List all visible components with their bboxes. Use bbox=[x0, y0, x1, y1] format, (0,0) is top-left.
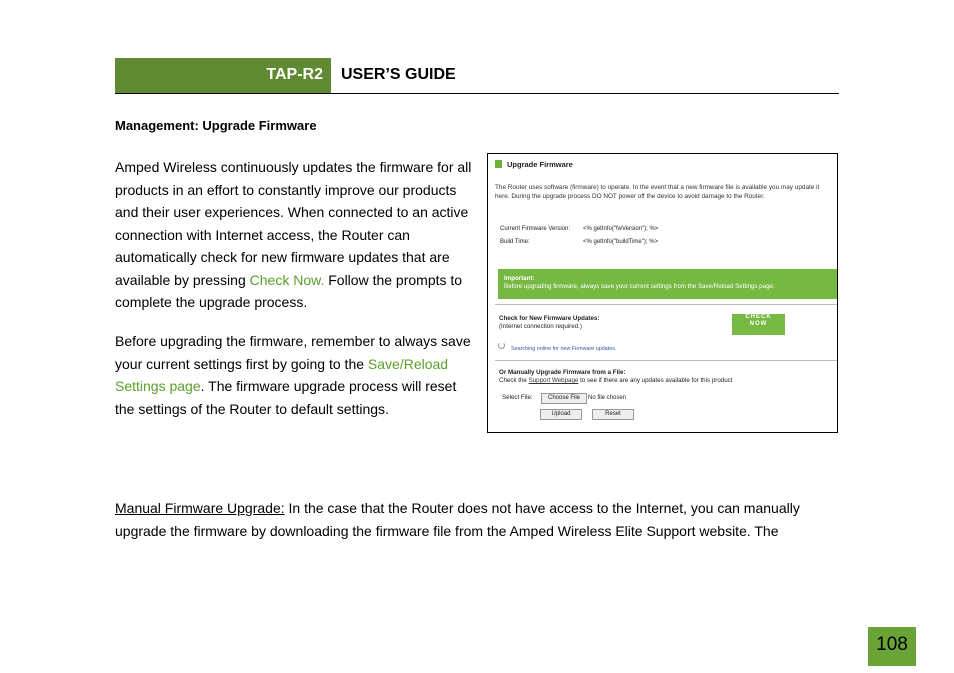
support-webpage-link[interactable]: Support Webpage bbox=[528, 377, 579, 384]
firmware-screenshot bbox=[487, 153, 838, 433]
paragraph-backup bbox=[115, 330, 475, 420]
important-banner bbox=[498, 269, 837, 299]
product-name: TAP-R2 bbox=[266, 66, 323, 83]
version-label: Current Firmware Version: bbox=[500, 226, 571, 232]
paragraph-manual bbox=[115, 497, 840, 542]
important-text: Before upgrading firmware, always save your current settings from the Save/Reload Settings page. bbox=[504, 283, 775, 290]
save-reload-link[interactable]: Save/Reload Settings page bbox=[115, 355, 449, 394]
manual-upgrade-label: Manual Firmware Upgrade: bbox=[115, 500, 285, 516]
backup-after: . The firmware upgrade process will reset the settings of the Router to default settings. bbox=[115, 378, 457, 417]
check-btn-line1: CHECK bbox=[745, 314, 772, 320]
paragraph-intro bbox=[115, 156, 475, 314]
select-file-label: Select File: bbox=[502, 394, 533, 401]
choose-file-button[interactable]: Choose File bbox=[541, 393, 587, 404]
header-divider bbox=[115, 93, 839, 94]
shot-description: The Router uses software (firmware) to operate. In the event that a new firmware file is available you may update it here. During the upgrade process DO NOT power off the device to avoid damage to the Router. bbox=[495, 184, 820, 200]
check-btn-line2: NOW bbox=[749, 321, 768, 327]
check-title: Check for New Firmware Updates: bbox=[499, 315, 600, 322]
intro-text: Amped Wireless continuously updates the firmware for all products in an effort to constantly improve our products and their user experiences. When connected to an active connection with Internet access, the Router can automatically check for new firmware updates that are available by pressing bbox=[115, 159, 472, 288]
version-value: <% getInfo("fwVersion"); %> bbox=[583, 226, 659, 232]
manual-after: to see if there are any updates available for this product bbox=[578, 377, 733, 384]
backup-before: Before upgrading the firmware, remember to always save your current settings first by going to the bbox=[115, 333, 471, 372]
shot-title: Upgrade Firmware bbox=[507, 160, 573, 169]
no-file-status: No file chosen bbox=[588, 395, 627, 401]
reset-button[interactable]: Reset bbox=[592, 409, 634, 420]
check-now-link[interactable]: Check Now. bbox=[249, 271, 325, 288]
manual-title: Or Manually Upgrade Firmware from a File: bbox=[499, 369, 626, 376]
manual-before: Check the bbox=[499, 377, 529, 384]
searching-status: Searching online for new Firmware updates. bbox=[511, 346, 617, 352]
manual-subtitle bbox=[499, 377, 732, 384]
divider bbox=[495, 360, 837, 361]
intro-after: Follow the prompts to complete the upgrade process. bbox=[115, 271, 463, 310]
check-now-button[interactable] bbox=[732, 314, 785, 335]
page-number: 108 bbox=[868, 627, 916, 666]
divider bbox=[495, 304, 837, 305]
upload-button[interactable]: Upload bbox=[540, 409, 582, 420]
section-title: Management: Upgrade Firmware bbox=[115, 118, 317, 133]
manual-upgrade-text: In the case that the Router does not have access to the Internet, you can manually upgrade the firmware by downloading the firmware file from the Amped Wireless Elite Support website. The bbox=[115, 500, 800, 539]
guide-title: USER’S GUIDE bbox=[341, 66, 456, 83]
header-band bbox=[115, 58, 331, 93]
loading-spinner-icon bbox=[498, 342, 505, 349]
build-value: <% getInfo("buildTime"); %> bbox=[583, 239, 659, 245]
build-label: Build Time: bbox=[500, 239, 530, 245]
important-title: Important: bbox=[504, 275, 535, 282]
section-square-icon bbox=[495, 160, 502, 168]
check-subtitle: (Internet connection required.) bbox=[499, 323, 582, 330]
